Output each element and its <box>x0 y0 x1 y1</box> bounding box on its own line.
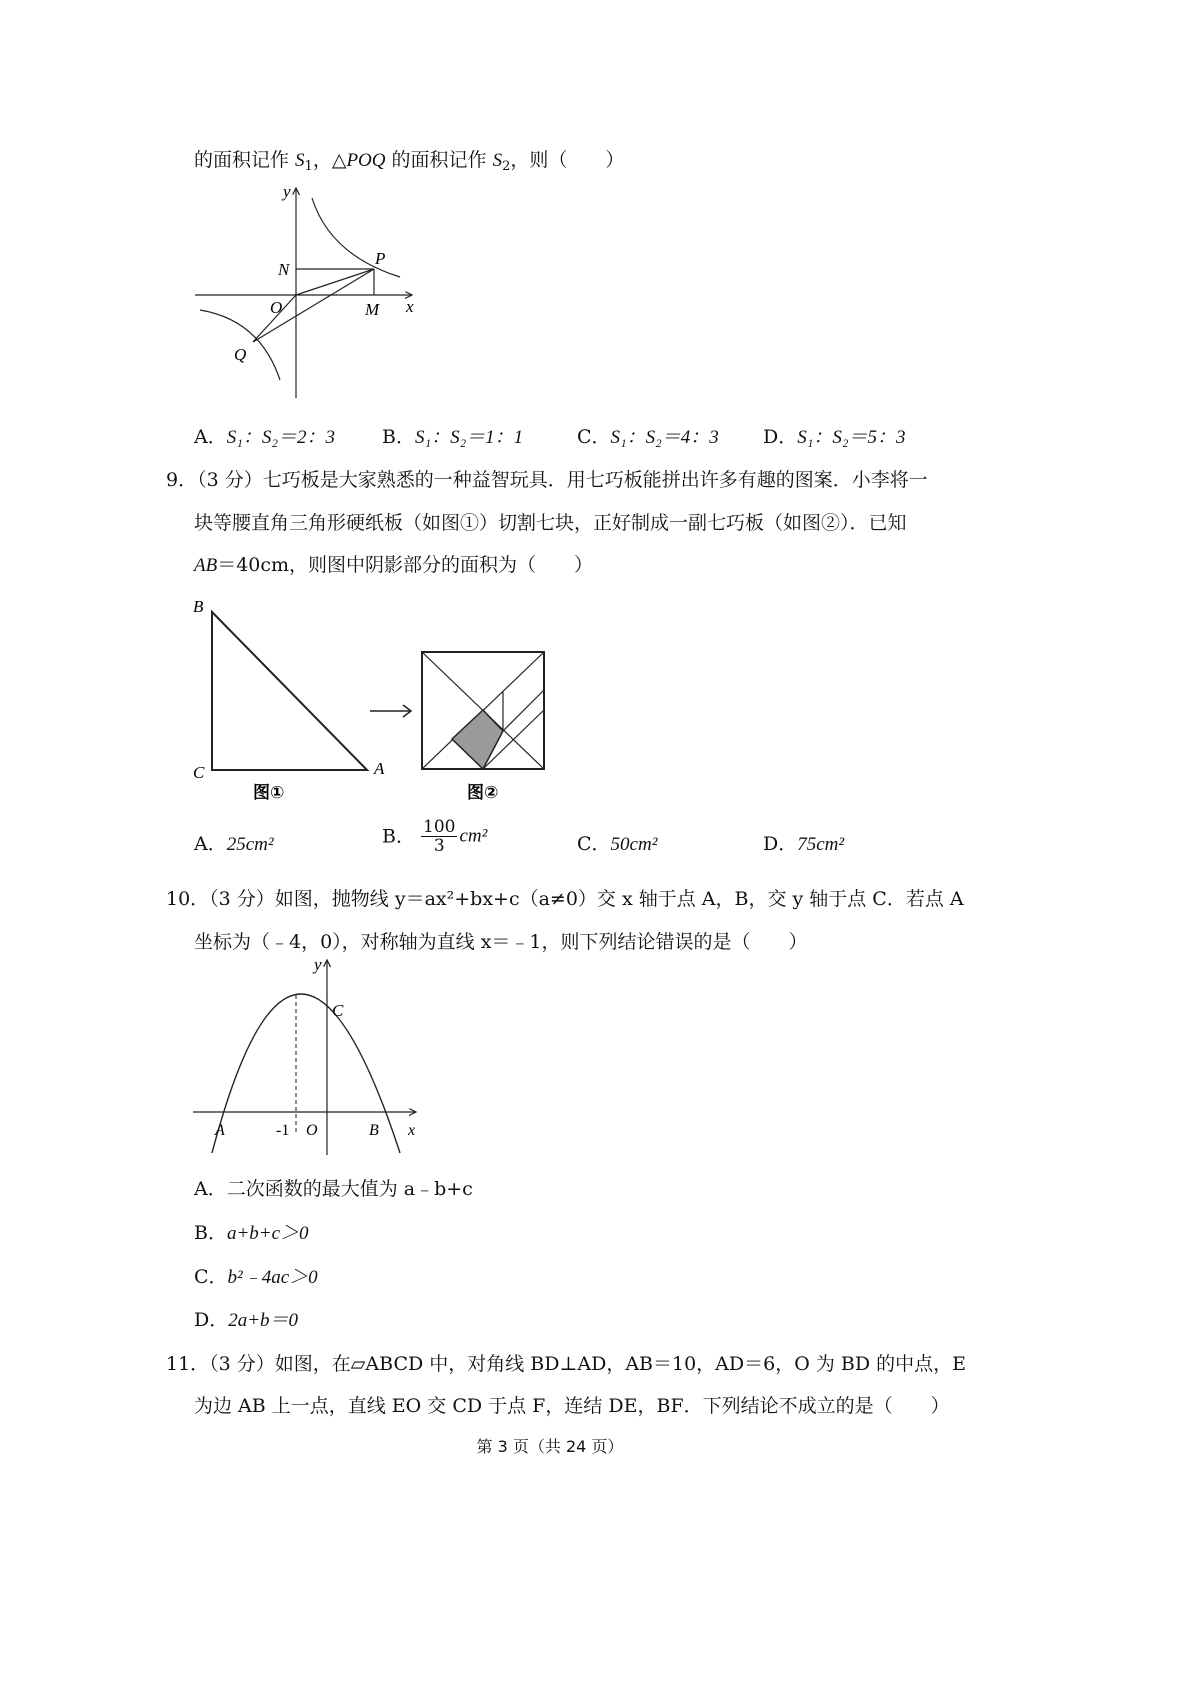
q11-line-2: 为边 AB 上一点，直线 EO 交 CD 于点 F，连结 DE，BF．下列结论不成立的是（ ） <box>194 1395 950 1417</box>
q8-figure <box>190 180 430 405</box>
label-x: x <box>408 1122 416 1139</box>
caption-fig1: 图① <box>253 783 285 803</box>
label-c: C <box>332 1001 344 1020</box>
segment-op <box>296 269 374 295</box>
label-y: y <box>314 955 322 974</box>
q10-option-b[interactable]: B．a+b+c＞0 <box>194 1222 309 1244</box>
q9-line-1: 9．（3 分）七巧板是大家熟悉的一种益智玩具．用七巧板能拼出许多有趣的图案．小李将一 <box>166 469 928 491</box>
shaded-square <box>452 710 503 769</box>
q9-option-d[interactable]: D．75cm² <box>763 833 845 855</box>
q8-option-a[interactable]: A．S₁：S₂＝2：3 <box>194 426 335 448</box>
q10-option-c[interactable]: C．b²﹣4ac＞0 <box>194 1266 318 1288</box>
fraction: $\frac{100}{3}$ <box>423 817 456 856</box>
page-footer: 第 3 页（共 24 页） <box>476 1437 624 1456</box>
label-m: M <box>365 300 380 319</box>
label-y: y <box>283 182 291 201</box>
triangle-abc <box>212 612 367 770</box>
q10-option-d[interactable]: D．2a+b＝0 <box>194 1309 299 1331</box>
q9-option-a[interactable]: A．25cm² <box>194 833 274 855</box>
label-n: N <box>278 260 290 279</box>
caption-fig2: 图② <box>467 783 499 803</box>
q10-line-1: 10．（3 分）如图，抛物线 y＝ax²+bx+c（a≠0）交 x 轴于点 A，B，交 y 轴于点 C．若点 A <box>166 888 964 910</box>
label-x: x <box>406 297 414 316</box>
q8-option-b[interactable]: B．S₁：S₂＝1：1 <box>382 426 524 448</box>
label-o: O <box>306 1122 318 1139</box>
label-q: Q <box>234 345 247 364</box>
q10-line-2: 坐标为（﹣4，0），对称轴为直线 x＝﹣1，则下列结论错误的是（ ） <box>194 931 808 953</box>
q8-option-d[interactable]: D．S₁：S₂＝5：3 <box>763 426 906 448</box>
hyperbola-branch-upper <box>312 198 400 277</box>
label-c: C <box>193 763 205 782</box>
q11-line-1: 11．（3 分）如图，在▱ABCD 中，对角线 BD⊥AD，AB＝10，AD＝6，O 为 BD 的中点，E <box>166 1353 966 1375</box>
q9-option-c[interactable]: C．50cm² <box>577 833 658 855</box>
q10-option-a[interactable]: A．二次函数的最大值为 a﹣b+c <box>194 1178 473 1200</box>
tangram-line-3 <box>503 690 544 731</box>
label-p: P <box>375 249 386 268</box>
q9-figure <box>185 588 555 813</box>
label-b: B <box>369 1122 379 1139</box>
label-b: B <box>193 597 204 616</box>
label-a: A <box>374 759 385 778</box>
q9-option-b[interactable]: B． $\frac{100}{3}$ cm² <box>382 817 488 856</box>
q8-option-c[interactable]: C．S₁：S₂＝4：3 <box>577 426 719 448</box>
label-o: O <box>270 298 283 317</box>
q8-intro: 的面积记作 $S_1$，△POQ 的面积记作 $S_2$，则（ ） <box>194 149 625 174</box>
q9-line-3: AB＝40cm，则图中阴影部分的面积为（ ） <box>194 554 594 576</box>
label-minus-1: -1 <box>276 1122 290 1139</box>
q10-figure <box>190 955 430 1160</box>
q9-line-2: 块等腰直角三角形硬纸板（如图①）切割七块，正好制成一副七巧板（如图②）．已知 <box>194 512 907 534</box>
label-a: A <box>215 1122 225 1139</box>
